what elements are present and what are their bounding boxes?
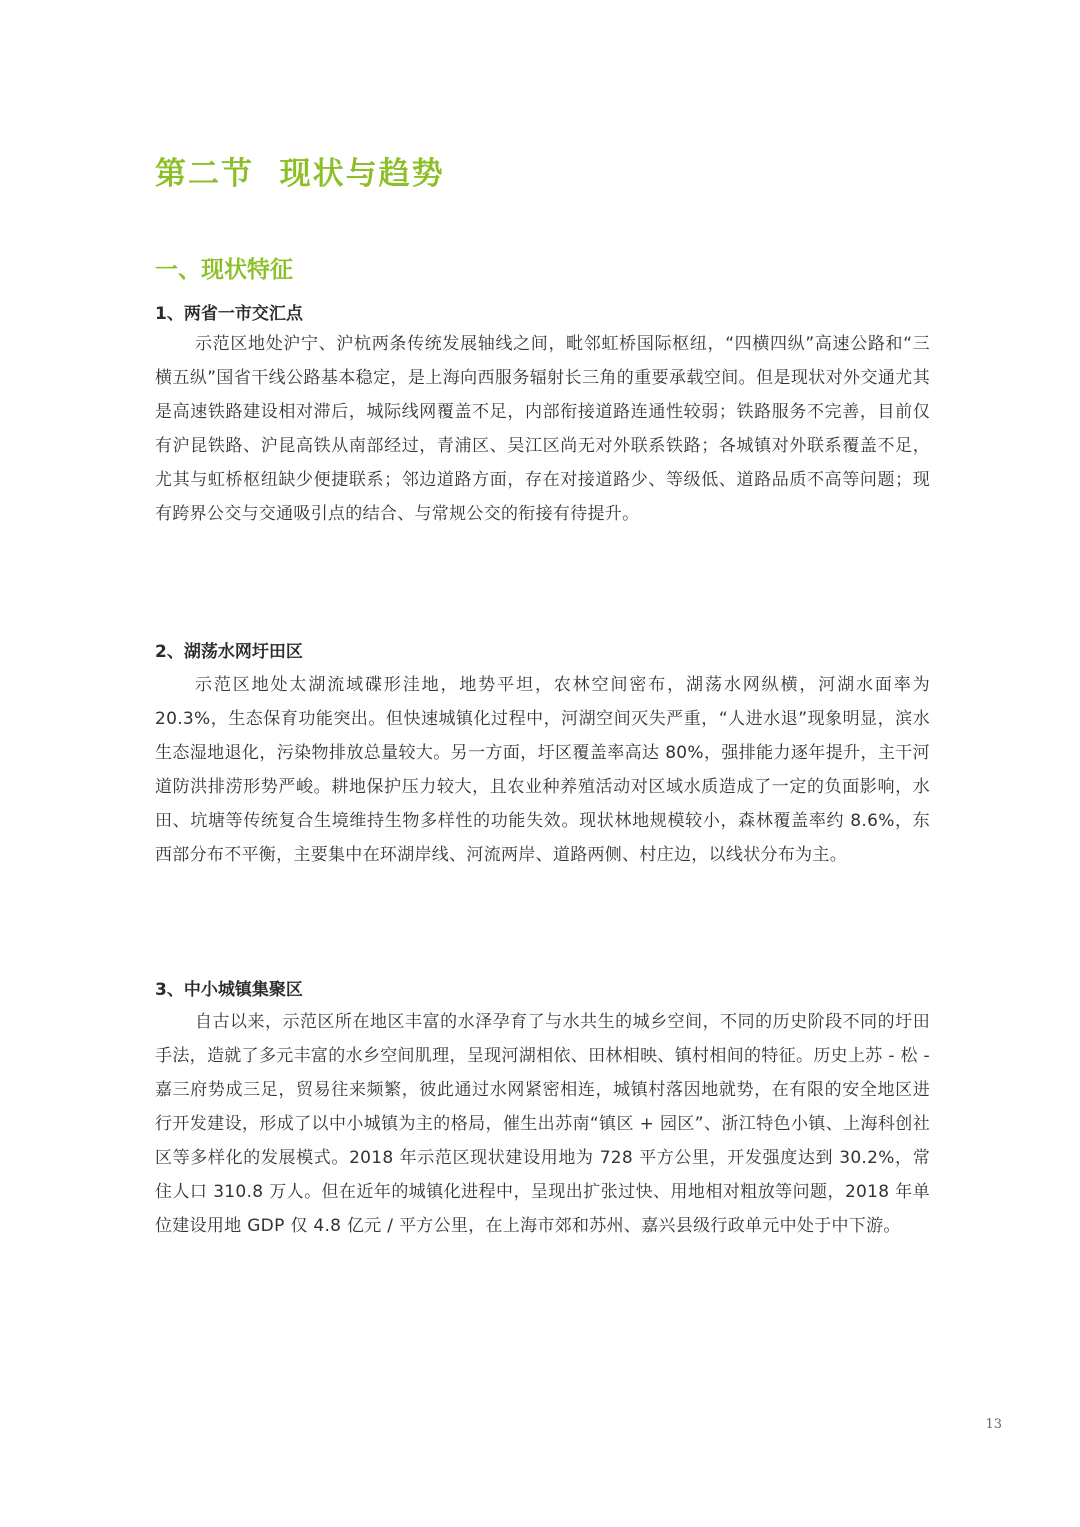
item-heading-2: 2、湖荡水网圩田区 <box>155 642 303 662</box>
item-heading-1: 1、两省一市交汇点 <box>155 304 303 324</box>
item-heading-3: 3、中小城镇集聚区 <box>155 980 303 1000</box>
page-number: 13 <box>985 1417 1002 1432</box>
item-body-3: 自古以来，示范区所在地区丰富的水泽孕育了与水共生的城乡空间，不同的历史阶段不同的圩田手法，造就了多元丰富的水乡空间肌理，呈现河湖相依、田林相映、镇村相间的特征。历史上苏 - 松 - 嘉三府势成三足，贸易往来频繁，彼此通过水网紧密相连，城镇村落因地就势，在有限的安全地区进行开发建设，形成了以中小城镇为主的格局，催生出苏南“镇区 + 园区”、浙江特色小镇、上海科创社区等多样化的发展模式。2018 年示范区现状建设用地为 728 平方公里，开发强度达到 30.2%，常住人口 310.8 万人。但在近年的城镇化进程中，呈现出扩张过快、用地相对粗放等问题，2018 年单位建设用地 GDP 仅 4.8 亿元 / 平方公里，在上海市郊和苏州、嘉兴县级行政单元中处于中下游。 <box>155 1012 930 1236</box>
item-body-1: 示范区地处沪宁、沪杭两条传统发展轴线之间，毗邻虹桥国际枢纽，“四横四纵”高速公路和“三横五纵”国省干线公路基本稳定，是上海向西服务辐射长三角的重要承载空间。但是现状对外交通尤其是高速铁路建设相对滞后，城际线网覆盖不足，内部衔接道路连通性较弱；铁路服务不完善，目前仅有沪昆铁路、沪昆高铁从南部经过，青浦区、吴江区尚无对外联系铁路；各城镇对外联系覆盖不足，尤其与虹桥枢纽缺少便捷联系；邻边道路方面，存在对接道路少、等级低、道路品质不高等问题；现有跨界公交与交通吸引点的结合、与常规公交的衔接有待提升。 <box>155 334 930 524</box>
section-title: 第二节 现状与趋势 <box>155 156 445 192</box>
subsection-title: 一、现状特征 <box>155 257 293 283</box>
item-body-2: 示范区地处太湖流域碟形洼地，地势平坦，农林空间密布，湖荡水网纵横，河湖水面率为 20.3%，生态保育功能突出。但快速城镇化过程中，河湖空间灭失严重，“人进水退”现象明显，滨水生态湿地退化，污染物排放总量较大。另一方面，圩区覆盖率高达 80%，强排能力逐年提升，主干河道防洪排涝形势严峻。耕地保护压力较大，且农业种养殖活动对区域水质造成了一定的负面影响，水田、坑塘等传统复合生境维持生物多样性的功能失效。现状林地规模较小，森林覆盖率约 8.6%，东西部分布不平衡，主要集中在环湖岸线、河流两岸、道路两侧、村庄边，以线状分布为主。 <box>155 675 930 865</box>
